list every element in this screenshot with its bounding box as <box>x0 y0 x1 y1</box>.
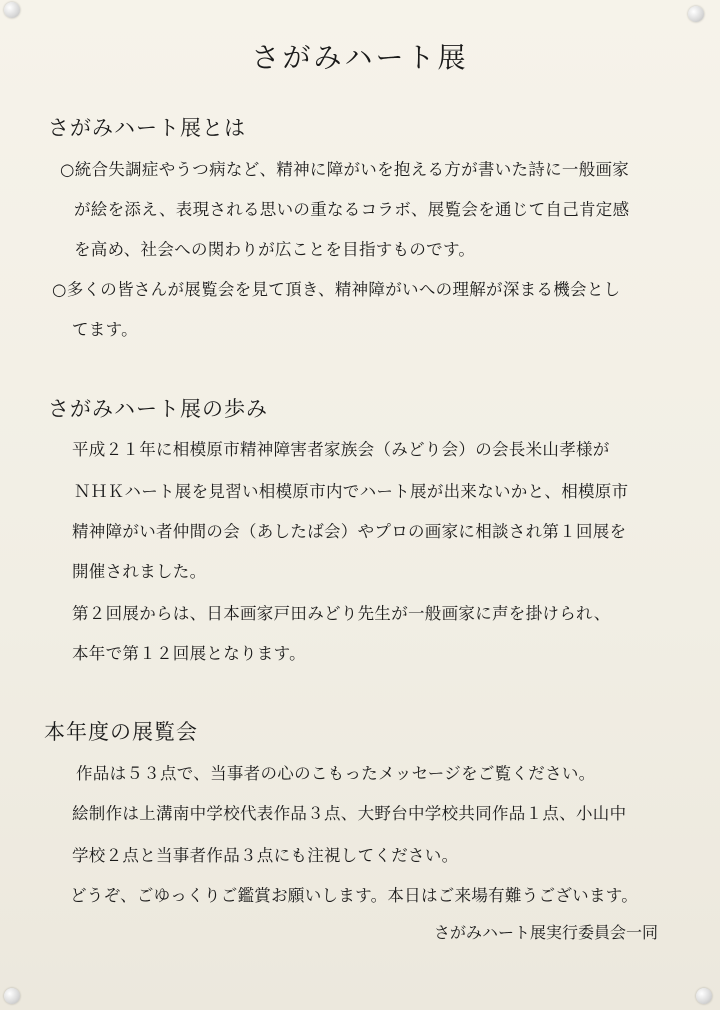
paragraph-line: 第２回展からは、日本画家戸田みどり先生が一般画家に声を掛けられ、 <box>72 604 611 623</box>
section-heading-this-year: 本年度の展覧会 <box>44 720 198 744</box>
paragraph-line: ＮＨＫハート展を見習い相模原市内でハート展が出来ないかと、相模原市 <box>74 482 629 501</box>
paragraph-line: ○統合失調症やうつ病など、精神に障がいを抱える方が書いた詩に一般画家 <box>60 160 630 179</box>
paragraph-line: 学校２点と当事者作品３点にも注視してください。 <box>72 846 459 865</box>
paragraph-line: 開催されました。 <box>72 562 207 581</box>
signature-line: さがみハート展実行委員会一同 <box>433 923 658 942</box>
thumbtack-icon <box>4 988 20 1004</box>
paragraph-line: どうぞ、ごゆっくりご鑑賞お願いします。本日はご来場有難うございます。 <box>70 886 639 905</box>
section-heading-about: さがみハート展とは <box>48 116 246 140</box>
thumbtack-icon <box>4 2 20 18</box>
paragraph-line: 作品は５３点で、当事者の心のこもったメッセージをご覧ください。 <box>76 764 596 783</box>
page-title: さがみハート展 <box>251 41 469 74</box>
section-heading-history: さがみハート展の歩み <box>48 397 268 421</box>
paragraph-line: 精神障がい者仲間の会（あしたば会）やプロの画家に相談され第１回展を <box>72 522 627 541</box>
paragraph-line: てます。 <box>72 320 138 339</box>
paragraph-line: 絵制作は上溝南中学校代表作品３点、大野台中学校共同作品１点、小山中 <box>72 804 627 823</box>
paragraph-line: 本年で第１２回展となります。 <box>72 644 306 663</box>
paragraph-line: が絵を添え、表現される思いの重なるコラボ、展覧会を通じて自己肯定感 <box>74 200 630 219</box>
thumbtack-icon <box>688 6 704 22</box>
thumbtack-icon <box>696 988 712 1004</box>
paragraph-line: ○多くの皆さんが展覧会を見て頂き、精神障がいへの理解が深まる機会とし <box>52 280 621 299</box>
paragraph-line: を高め、社会への関わりが広ことを目指すものです。 <box>74 240 476 259</box>
paragraph-line: 平成２１年に相模原市精神障害者家族会（みどり会）の会長米山孝様が <box>72 440 610 459</box>
